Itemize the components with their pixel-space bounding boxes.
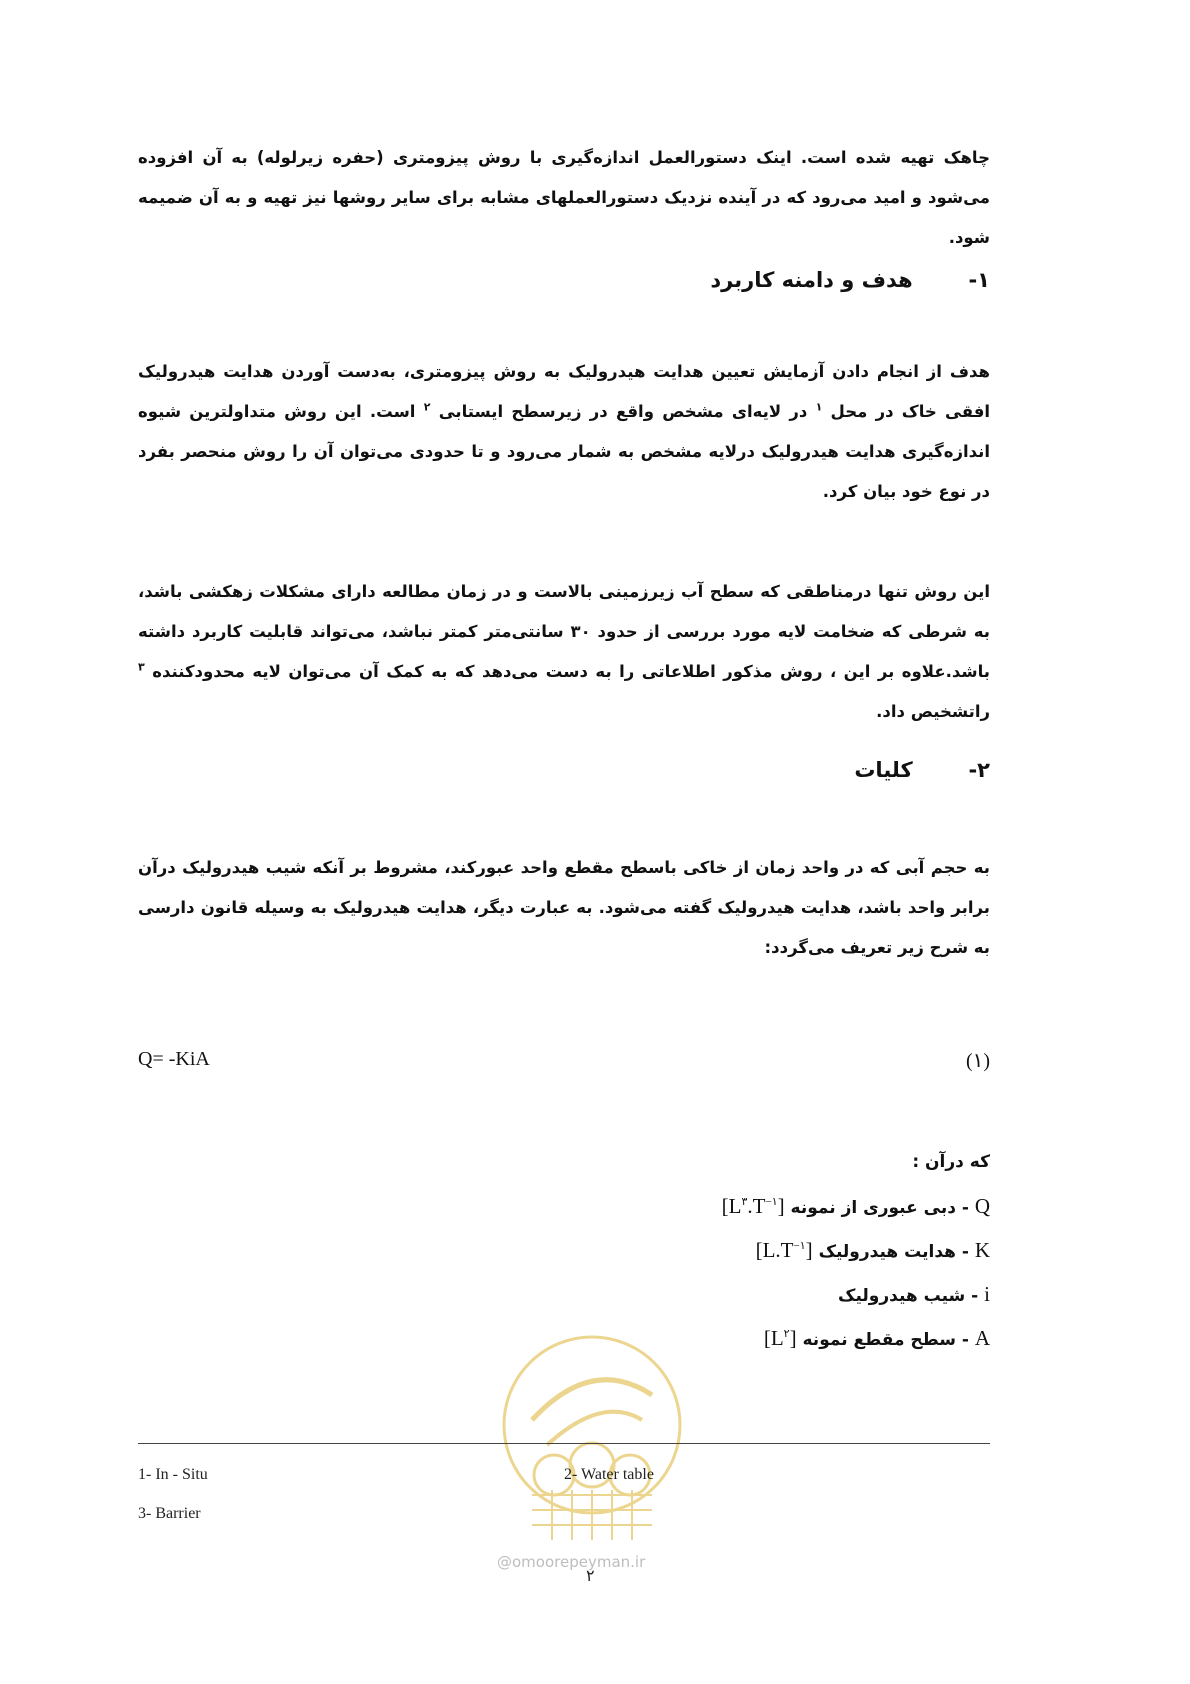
definition-a-text: - سطح مقطع نمونه bbox=[802, 1330, 969, 1350]
section-2-heading bbox=[390, 758, 990, 782]
unit-a: $[L^۲]$ bbox=[763, 1326, 797, 1350]
para1-part-c: است. این روش متداولترین شیوه اندازه‌گیری هدایت هیدرولیک درلایه مشخص به شمار می‌رود و تا حدودی می‌توان آن را روش منحصر بفرد در نوع خود بیان کرد. bbox=[138, 402, 990, 501]
equation-row bbox=[138, 1048, 990, 1078]
footnote-divider bbox=[138, 1443, 990, 1444]
definition-k bbox=[722, 1228, 990, 1272]
symbol-q: Q bbox=[974, 1194, 990, 1218]
footnote-ref-3: ۳ bbox=[138, 660, 145, 674]
definition-q-text: - دبی عبوری از نمونه bbox=[790, 1198, 969, 1218]
footnote-ref-1: ۱ bbox=[815, 400, 823, 414]
section-2-title: کلیات bbox=[854, 758, 913, 782]
definitions-intro: که درآن : bbox=[912, 1152, 990, 1172]
para2-part-b: راتشخیص داد. bbox=[876, 702, 990, 721]
footnote-2: 2- Water table bbox=[564, 1466, 654, 1483]
section-1-paragraph-2 bbox=[138, 572, 990, 732]
para2-part-a: این روش تنها درمناطقی که سطح آب زیرزمینی بالاست و در زمان مطالعه دارای مشکلات زهکشی باشد، به شرطی که ضخامت لایه مورد بررسی از حدود ۳۰ سانتی‌متر کمتر نباشد، می‌تواند قابلیت کاربرد داشته باشد.علاوه بر این ، روش مذکور اطلاعاتی را به دست می‌دهد که به کمک آن می‌توان لایه محدودکننده bbox=[138, 582, 991, 681]
definition-k-text: - هدایت هیدرولیک bbox=[818, 1242, 969, 1262]
symbol-i: i bbox=[984, 1282, 990, 1306]
footnote-1: 1- In - Situ bbox=[138, 1466, 208, 1483]
section-2-number: ۲- bbox=[968, 758, 990, 782]
definitions-list bbox=[722, 1140, 990, 1360]
equation-number: (۱) bbox=[965, 1050, 990, 1072]
page-number: ۲ bbox=[586, 1566, 595, 1585]
definition-a bbox=[722, 1316, 990, 1360]
para1-part-b: در لایه‌ای مشخص واقع در زیرسطح ایستابی bbox=[438, 402, 808, 421]
para1-part-a: هدف از انجام دادن آزمایش تعیین هدایت هیدرولیک به روش پیزومتری، به‌دست آوردن هدایت هیدرولیک افقی خاک در محل bbox=[138, 362, 991, 421]
footnote-3: 3- Barrier bbox=[138, 1505, 201, 1522]
section-1-paragraph-1 bbox=[138, 352, 990, 512]
symbol-a: A bbox=[974, 1326, 990, 1350]
watermark-site: @omoorepeyman.ir bbox=[497, 1553, 646, 1571]
section-1-title: هدف و دامنه کاربرد bbox=[710, 268, 913, 292]
equation-formula: Q= -KiA bbox=[138, 1048, 210, 1070]
section-1-number: ۱- bbox=[968, 268, 990, 292]
definition-q bbox=[722, 1184, 990, 1228]
symbol-k: K bbox=[974, 1238, 990, 1262]
unit-k: $[L.T^{-۱}]$ bbox=[755, 1238, 813, 1262]
definition-i-text: - شیب هیدرولیک bbox=[838, 1286, 979, 1306]
section-2-paragraph: به حجم آبی که در واحد زمان از خاکی باسطح مقطع واحد عبورکند، مشروط بر آنکه شیب هیدرولیک درآن برابر واحد باشد، هدایت هیدرولیک گفته می‌شود. به عبارت دیگر، هدایت هیدرولیک به وسیله قانون دارسی به شرح زیر تعریف می‌گردد: bbox=[138, 858, 990, 957]
watermark-logo-icon bbox=[492, 1325, 692, 1550]
section-1-heading bbox=[390, 268, 990, 292]
unit-q: $[L^۳.T^{-۱}]$ bbox=[721, 1194, 785, 1218]
definition-i bbox=[722, 1272, 990, 1316]
intro-paragraph: چاهک تهیه شده است. اینک دستورالعمل اندازه‌گیری با روش پیزومتری (حفره زیرلوله) به آن افزوده می‌شود و امید می‌رود که در آینده نزدیک دستورالعملهای مشابه برای سایر روشها نیز تهیه و به آن ضمیمه شود. bbox=[138, 148, 990, 247]
footnote-ref-2: ۲ bbox=[423, 400, 431, 414]
